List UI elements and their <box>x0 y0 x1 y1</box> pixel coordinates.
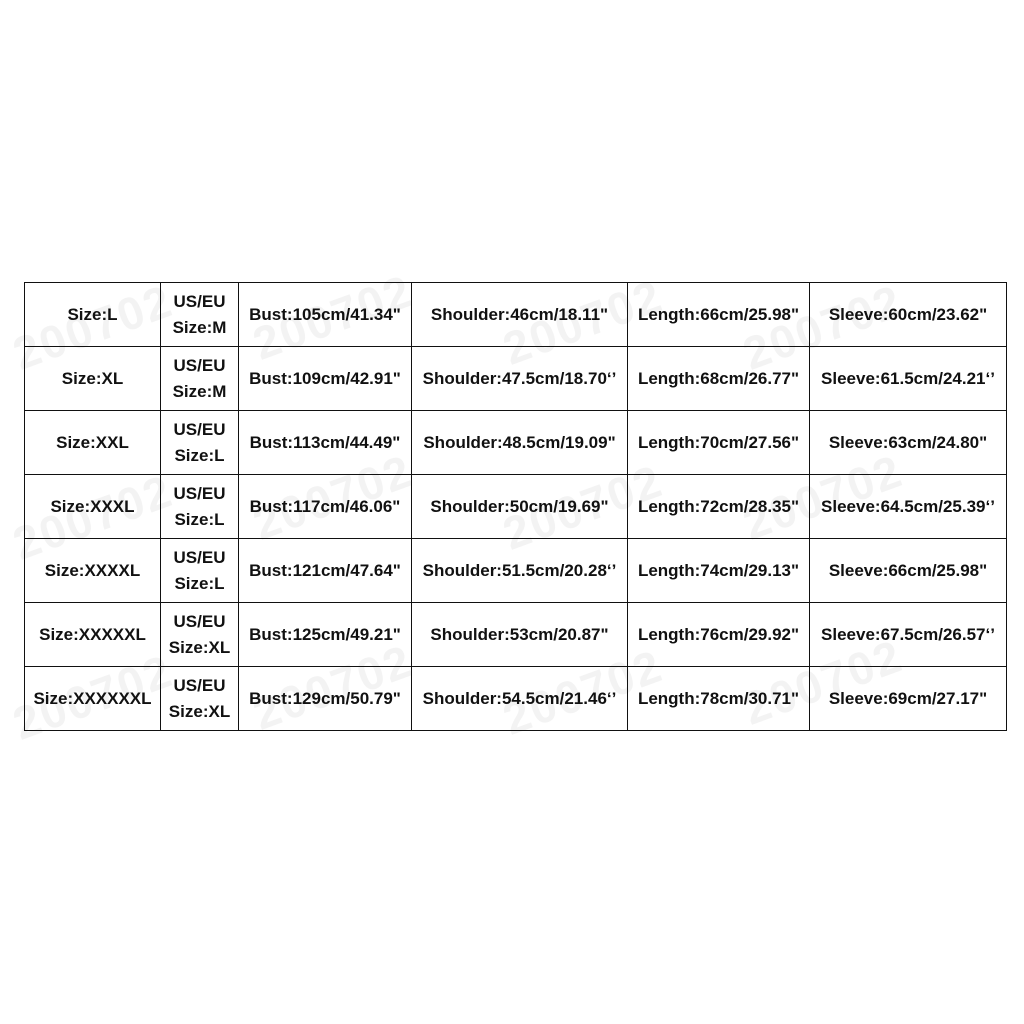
us-eu-size: Size:L <box>174 509 225 529</box>
us-eu-label: US/EU <box>173 675 226 695</box>
sleeve-cell: Sleeve:60cm/23.62" <box>810 283 1007 347</box>
table-row <box>25 667 1007 731</box>
length-cell: Length:68cm/26.77" <box>628 347 810 411</box>
us-eu-size: Size:XL <box>168 637 231 657</box>
sleeve-cell: Sleeve:64.5cm/25.39‘’ <box>810 475 1007 539</box>
table-row <box>25 475 1007 539</box>
size-cell: Size:XXXXL <box>25 539 161 603</box>
bust-cell: Bust:113cm/44.49" <box>239 411 412 475</box>
us-eu-size-cell <box>161 347 239 411</box>
us-eu-label: US/EU <box>173 611 226 631</box>
sleeve-cell: Sleeve:61.5cm/24.21‘’ <box>810 347 1007 411</box>
us-eu-label: US/EU <box>173 291 226 311</box>
sleeve-cell: Sleeve:63cm/24.80" <box>810 411 1007 475</box>
shoulder-cell: Shoulder:53cm/20.87" <box>412 603 628 667</box>
us-eu-size-cell <box>161 475 239 539</box>
sleeve-cell: Sleeve:66cm/25.98" <box>810 539 1007 603</box>
shoulder-cell: Shoulder:47.5cm/18.70‘’ <box>412 347 628 411</box>
us-eu-size: Size:M <box>172 381 227 401</box>
length-cell: Length:74cm/29.13" <box>628 539 810 603</box>
shoulder-cell: Shoulder:50cm/19.69" <box>412 475 628 539</box>
size-cell: Size:XXXL <box>25 475 161 539</box>
shoulder-cell: Shoulder:51.5cm/20.28‘’ <box>412 539 628 603</box>
bust-cell: Bust:109cm/42.91" <box>239 347 412 411</box>
bust-cell: Bust:121cm/47.64" <box>239 539 412 603</box>
us-eu-size: Size:L <box>174 573 225 593</box>
table-row <box>25 603 1007 667</box>
us-eu-label: US/EU <box>173 419 226 439</box>
length-cell: Length:76cm/29.92" <box>628 603 810 667</box>
length-cell: Length:66cm/25.98" <box>628 283 810 347</box>
us-eu-size-cell <box>161 539 239 603</box>
size-cell: Size:XL <box>25 347 161 411</box>
length-cell: Length:78cm/30.71" <box>628 667 810 731</box>
bust-cell: Bust:105cm/41.34" <box>239 283 412 347</box>
table-row <box>25 539 1007 603</box>
shoulder-cell: Shoulder:46cm/18.11" <box>412 283 628 347</box>
us-eu-size-cell <box>161 411 239 475</box>
table-row <box>25 411 1007 475</box>
table-row <box>25 347 1007 411</box>
size-cell: Size:XXXXXL <box>25 603 161 667</box>
us-eu-label: US/EU <box>173 355 226 375</box>
bust-cell: Bust:129cm/50.79" <box>239 667 412 731</box>
us-eu-size-cell <box>161 667 239 731</box>
size-chart-table <box>24 282 1007 731</box>
us-eu-label: US/EU <box>173 547 226 567</box>
shoulder-cell: Shoulder:48.5cm/19.09" <box>412 411 628 475</box>
us-eu-size: Size:XL <box>168 701 231 721</box>
us-eu-size: Size:L <box>174 445 225 465</box>
us-eu-size-cell <box>161 283 239 347</box>
bust-cell: Bust:125cm/49.21" <box>239 603 412 667</box>
size-cell: Size:XXL <box>25 411 161 475</box>
shoulder-cell: Shoulder:54.5cm/21.46‘’ <box>412 667 628 731</box>
us-eu-label: US/EU <box>173 483 226 503</box>
sleeve-cell: Sleeve:69cm/27.17" <box>810 667 1007 731</box>
sleeve-cell: Sleeve:67.5cm/26.57‘’ <box>810 603 1007 667</box>
size-cell: Size:L <box>25 283 161 347</box>
size-cell: Size:XXXXXXL <box>25 667 161 731</box>
table-row <box>25 283 1007 347</box>
length-cell: Length:70cm/27.56" <box>628 411 810 475</box>
bust-cell: Bust:117cm/46.06" <box>239 475 412 539</box>
us-eu-size-cell <box>161 603 239 667</box>
us-eu-size: Size:M <box>172 317 227 337</box>
length-cell: Length:72cm/28.35" <box>628 475 810 539</box>
